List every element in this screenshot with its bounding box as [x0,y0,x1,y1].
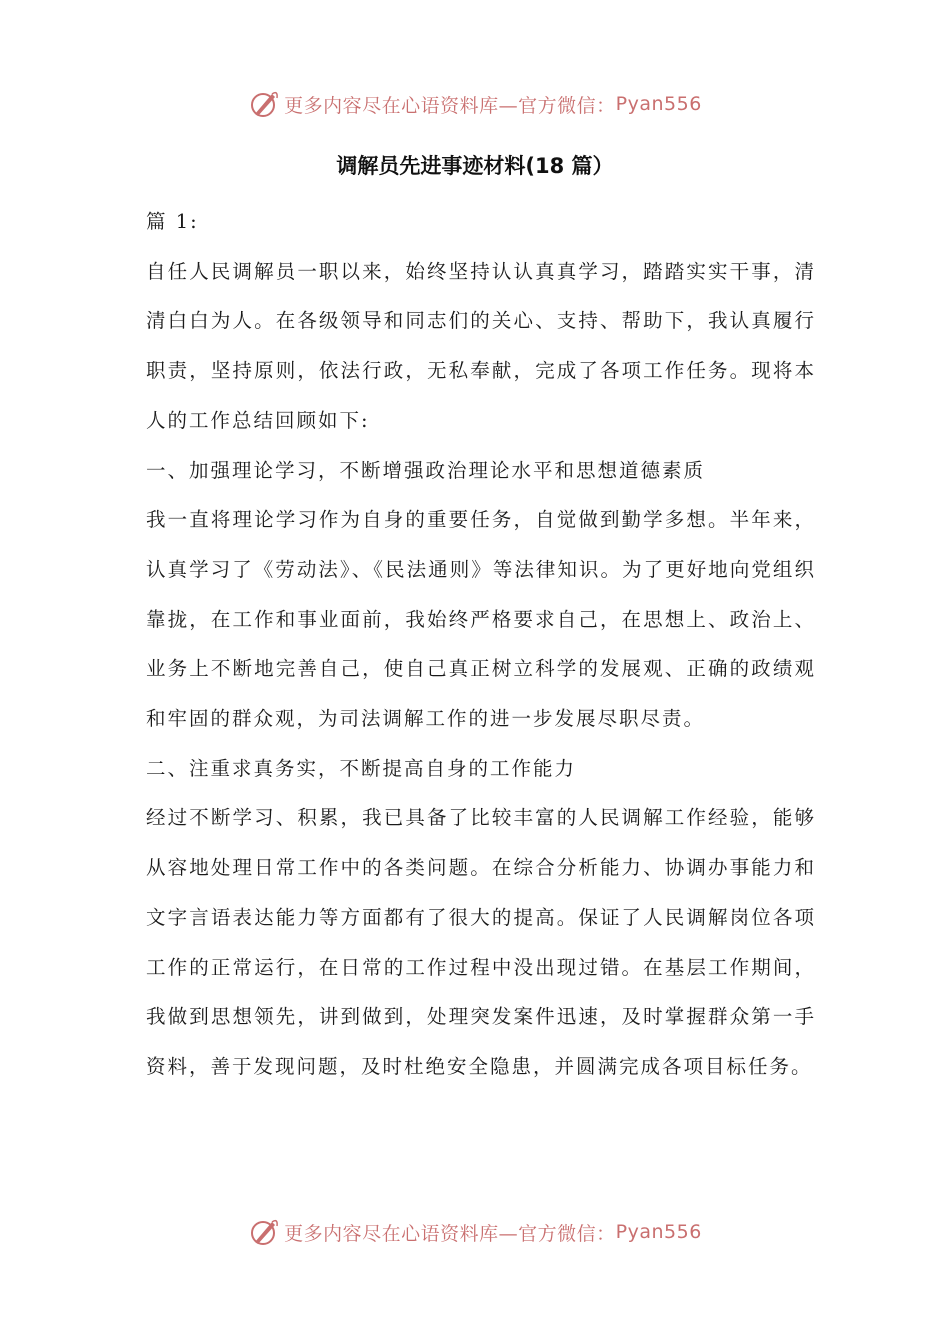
watermark-wechat-id: Pyan556 [615,93,702,115]
section-heading-2: 二、注重求真务实，不断提高自身的工作能力 [146,756,577,780]
document-title: 调解员先进事迹材料(18 篇） [336,154,614,178]
watermark-brand-text: 更多内容尽在心语资料库—官方微信： [284,1222,616,1245]
quill-logo-icon [248,1216,280,1248]
watermark-wechat-id: Pyan556 [615,1221,702,1243]
intro-paragraph: 自任人民调解员一职以来，始终坚持认认真真学习，踏踏实实干事，清清白白为人。在各级领导和同志们的关心、支持、帮助下，我认真履行职责，坚持原则，依法行政，无私奉献，完成了各项工作任务。现将本人的工作总结回顾如下: [146,259,816,432]
quill-logo-icon [248,88,280,120]
watermark-header [0,84,950,124]
body-paragraph-2: 经过不断学习、积累，我已具备了比较丰富的人民调解工作经验，能够从容地处理日常工作中的各类问题。在综合分析能力、协调办事能力和文字言语表达能力等方面都有了很大的提高。保证了人民调解岗位各项工作的正常运行，在日常的工作过程中没出现过错。在基层工作期间，我做到思想领先，讲到做到，处理突发案件迅速，及时掌握群众第一手资料，善于发现问题，及时杜绝安全隐患，并圆满完成各项目标任务。 [146,806,816,1078]
watermark-footer [0,1212,950,1252]
section-heading-1: 一、加强理论学习，不断增强政治理论水平和思想道德素质 [146,458,706,482]
section-label: 篇 1: [146,210,199,233]
document-body [146,197,816,1092]
body-paragraph-1: 我一直将理论学习作为自身的重要任务，自觉做到勤学多想。半年来，认真学习了《劳动法》、《民法通则》等法律知识。为了更好地向党组织靠拢，在工作和事业面前，我始终严格要求自己，在思想上、政治上、业务上不断地完善自己，使自己真正树立科学的发展观、正确的政绩观和牢固的群众观，为司法调解工作的进一步发展尽职尽责。 [146,508,816,731]
watermark-brand-text: 更多内容尽在心语资料库—官方微信： [284,94,616,117]
